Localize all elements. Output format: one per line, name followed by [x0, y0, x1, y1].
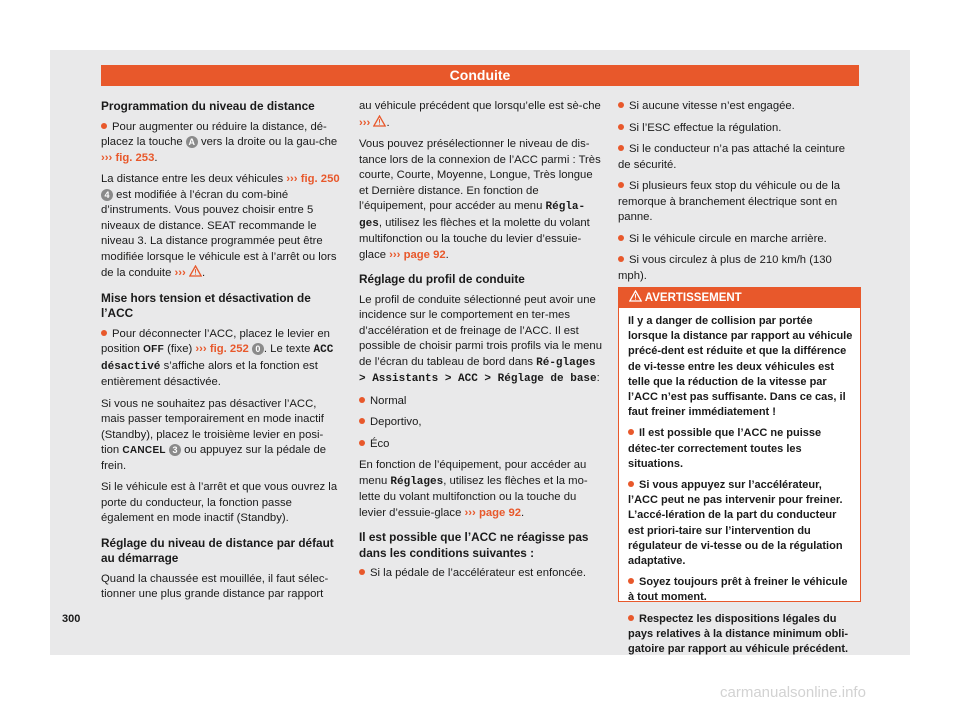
list-item: Si l’ESC effectue la régulation.	[618, 121, 859, 137]
warning-triangle-icon	[629, 290, 642, 302]
page-link[interactable]: page 92	[478, 506, 522, 519]
list-item: Si aucune vitesse n’est engagée.	[618, 99, 859, 115]
bullet-icon	[618, 182, 624, 188]
bullet-icon	[618, 256, 624, 262]
bullet-item: Pour augmenter ou réduire la distance, dé-placez la touche A vers la droite ou la gau-che ››› fig. 253.	[101, 120, 338, 164]
paragraph: Le profil de conduite sélectionné peut avoir une incidence sur le comportement en ter-mes d’accélération et de freinage de l’ACC. Il est possible de choisir parmi trois profils via le menu de l’écran du tableau de bord dans Ré-glages > Assistants > ACC > Réglage de base:	[359, 293, 602, 385]
xref-arrow: ›››	[389, 248, 401, 261]
warning-box	[618, 287, 861, 656]
section-header: Conduite	[101, 65, 859, 86]
paragraph: Vous pouvez présélectionner le niveau de dis-tance lors de la connexion de l’ACC parmi : Très courte, Courte, Moyenne, Longue, Très longue et Dernière distance. En fonction de l’équipement, pour accéder au menu Régla-ges, utilisez les flèches et la molette du volant multifonction ou la touche du levier d’essuie-glace ››› page 92.	[359, 138, 601, 261]
bullet-icon	[628, 481, 634, 487]
xref-arrow: ›››	[464, 506, 476, 519]
menu-path: Ré-glages > Assistants > ACC > Réglage de base	[359, 356, 597, 385]
xref-arrow: ›››	[286, 173, 298, 185]
bullet-icon	[101, 123, 107, 129]
paragraph: Si vous ne souhaitez pas désactiver l’ACC, mais passer temporairement en mode inactif (Standby), placez le troisième levier en posi-tion CANCEL 3 ou appuyez sur la pédale de frein.	[101, 397, 327, 472]
column-3	[618, 99, 859, 290]
page-link[interactable]: page 92	[403, 248, 446, 261]
list-item: Si le véhicule circule en marche arrière.	[618, 232, 859, 248]
paragraph: Si le véhicule est à l’arrêt et que vous ouvrez la porte du conducteur, la fonction passe également en mode inactif (Standby).	[101, 481, 338, 524]
list-item: Si plusieurs feux stop du véhicule ou de la remorque à branchement électrique sont en panne.	[618, 180, 841, 223]
list-item: Deportivo,	[359, 415, 603, 431]
warning-item: Soyez toujours prêt à freiner le véhicule à tout moment.	[628, 576, 848, 604]
warning-item: Respectez les dispositions légales du pays relatives à la distance minimum obli-gatoire par rapport au véhicule précédent.	[628, 612, 849, 656]
warning-intro: Il y a danger de collision par portée lorsque la distance par rapport au véhicule précé-dent est réduite et que la différence de vi-tesse entre les deux véhicules est telle que la réduction de la vitesse par l’ACC n’est pas suffisante. Dans ce cas, il faut freiner immédiatement !	[628, 315, 853, 419]
paragraph: En fonction de l’équipement, pour accéder au menu Réglages, utilisez les flèches et la mo-lette du volant multifonction ou la touche du levier d’essuie-glace ››› page 92.	[359, 459, 588, 519]
display-text: ACC désactivé	[101, 344, 334, 373]
watermark: carmanualsonline.info	[720, 684, 866, 701]
list-item: Si vous circulez à plus de 210 km/h (130 mph).	[618, 254, 832, 282]
badge-icon: 3	[169, 444, 181, 456]
bullet-item: Pour déconnecter l’ACC, placez le levier en position OFF (fixe) ››› fig. 252 0 . Le texte ACC désactivé s’affiche alors et la fonction est entièrement désactivée.	[101, 327, 334, 388]
list-item: Si la pédale de l’accélérateur est enfoncée.	[359, 566, 603, 582]
bullet-icon	[359, 569, 365, 575]
warning-triangle-icon[interactable]	[189, 265, 202, 277]
figure-link[interactable]: fig. 252	[209, 343, 249, 355]
cancel-key-label: CANCEL	[122, 445, 166, 456]
list-item: Normal	[359, 394, 603, 410]
column-1	[101, 99, 341, 609]
warning-body	[619, 308, 860, 657]
off-key-label: OFF	[143, 344, 164, 355]
menu-text: Réglages	[390, 475, 444, 488]
heading-acc-conditions: Il est possible que l’ACC ne réagisse pas dans les conditions suivantes :	[359, 530, 589, 560]
bullet-icon	[359, 397, 365, 403]
column-2	[359, 99, 603, 588]
badge-icon: 0	[252, 343, 264, 355]
warning-item: Il est possible que l’ACC ne puisse détec-ter correctement toutes les situations.	[628, 427, 822, 470]
figure-link[interactable]: fig. 250	[300, 173, 340, 185]
bullet-icon	[359, 418, 365, 424]
list-item: Si le conducteur n’a pas attaché la ceinture de sécurité.	[618, 143, 846, 171]
warning-title: AVERTISSEMENT	[644, 292, 742, 304]
bullet-icon	[628, 578, 634, 584]
paragraph: au véhicule précédent que lorsqu’elle est sè-che ››› .	[359, 100, 601, 129]
list-item: Éco	[359, 437, 603, 453]
warning-item: Si vous appuyez sur l’accélérateur, l’ACC peut ne pas intervenir pour freiner. L’accé-lération de la part du conducteur est priori-taire sur l’intervention du régulateur de vi-tesse ou de la régulation adaptative.	[628, 479, 843, 568]
bullet-icon	[101, 330, 107, 336]
bullet-icon	[628, 429, 634, 435]
bullet-icon	[618, 235, 624, 241]
warning-triangle-icon[interactable]	[373, 115, 386, 127]
heading-acc-off: Mise hors tension et désactivation de l’ACC	[101, 290, 311, 320]
paragraph: La distance entre les deux véhicules ››› fig. 250 4 est modifiée à l’écran du com-biné d’instruments. Vous pouvez choisir entre 5 niveaux de distance. SEAT recommande le niveau 3. La distance programmée peut être modifiée lorsque le véhicule est à l’arrêt ou lors de la conduite ››› .	[101, 173, 340, 279]
menu-text: Régla-ges	[359, 201, 586, 230]
figure-link[interactable]: fig. 253	[115, 151, 155, 164]
bullet-icon	[618, 124, 624, 130]
badge-icon: A	[186, 136, 198, 148]
page-number: 300	[62, 613, 81, 625]
heading-default-distance: Réglage du niveau de distance par défaut au démarrage	[101, 535, 334, 565]
bullet-icon	[618, 102, 624, 108]
xref-arrow: ›››	[174, 267, 186, 279]
heading-drive-profile: Réglage du profil de conduite	[359, 272, 525, 286]
bullet-icon	[618, 145, 624, 151]
xref-arrow: ›››	[101, 151, 113, 164]
heading-distance-programming: Programmation du niveau de distance	[101, 99, 315, 113]
bullet-icon	[359, 440, 365, 446]
badge-icon: 4	[101, 189, 113, 201]
xref-arrow: ›››	[195, 343, 207, 355]
xref-arrow: ›››	[359, 116, 371, 129]
warning-header	[619, 288, 860, 308]
bullet-icon	[628, 615, 634, 621]
paragraph: Quand la chaussée est mouillée, il faut sélec-tionner une plus grande distance par rapport	[101, 572, 329, 600]
